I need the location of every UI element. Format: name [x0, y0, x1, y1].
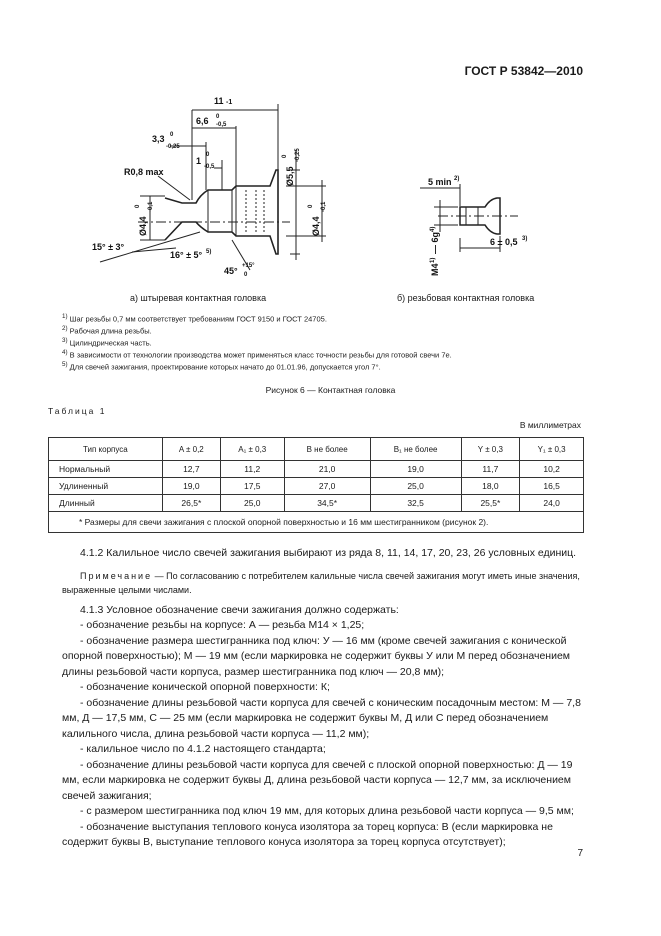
dia-head-tol-dn: -0,25	[295, 148, 301, 162]
list-item: - обозначение конической опорной поверхности: К;	[80, 681, 330, 693]
dim-short-tol-dn: -0,25	[166, 144, 180, 150]
radius-label: R0,8 max	[124, 167, 164, 177]
dia-right: Ø4,4	[311, 216, 321, 236]
note-text: — По согласованию с потребителем калильные числа свечей зажигания могут иметь иные значения, выраженные целыми числами.	[62, 570, 580, 595]
dia-right-tol-dn: -0,1	[321, 201, 327, 212]
dia-left-tol-up: 0	[135, 204, 141, 208]
table-cell: 25,0	[220, 495, 284, 512]
thread-class: — 6g	[430, 231, 440, 254]
table-cell: 19,0	[370, 461, 461, 478]
table-cell: Длинный	[49, 495, 163, 512]
caption-b: б) резьбовая контактная головка	[397, 293, 535, 303]
dim-6-sup: 3)	[522, 236, 528, 242]
paragraph-4-1-2: 4.1.2 Калильное число свечей зажигания выбирают из ряда 8, 11, 14, 17, 20, 23, 26 условных единиц.	[80, 547, 577, 559]
table-header: B₁ не более	[370, 438, 461, 461]
dia-left: Ø4,4	[138, 216, 148, 236]
thread-sup: 1)	[430, 257, 436, 263]
paragraph-4-1-3: 4.1.3 Условное обозначение свечи зажигания должно содержать:	[80, 603, 399, 616]
dim-5min-sup: 2)	[454, 176, 460, 182]
table-units: В миллиметрах	[519, 420, 581, 430]
table-cell: 18,0	[461, 478, 520, 495]
thread-class-sup: 4)	[430, 226, 436, 232]
dim-mid: 6,6	[196, 116, 209, 126]
dim-small: 1	[196, 156, 202, 166]
table-header: B не более	[284, 438, 370, 461]
table-cell: 17,5	[220, 478, 284, 495]
dim-small-tol-dn: -0,5	[204, 164, 215, 170]
dimensions-table	[48, 437, 584, 533]
dia-head: Ø5,5	[285, 166, 295, 186]
list-item: - обозначение размера шестигранника под ключ: У — 16 мм (кроме свечей зажигания с конической опорной поверхностью); М — 19 мм (если маркировка не содержит буквы У или М перед обозначением длины резьбовой части корпуса, размер шестигранника под ключ — 20,8 мм);	[62, 634, 571, 678]
footnote-4: $^{4)}$ В зависимости от технологии производства может применяться класс точности резьбы для готовой свечи 7е.	[62, 349, 452, 360]
table-cell: 34,5*	[284, 495, 370, 512]
table-row	[49, 461, 584, 478]
dim-mid-tol-up: 0	[216, 114, 220, 120]
dim-short-tol-up: 0	[170, 132, 174, 138]
angle-16: 16° ± 5°	[170, 250, 203, 260]
table-row	[49, 495, 584, 512]
table-cell: 19,0	[162, 478, 220, 495]
figure-title: Рисунок 6 — Контактная головка	[265, 385, 396, 395]
footnote-1: $^{1)}$ Шаг резьбы 0,7 мм соответствует требованиям ГОСТ 9150 и ГОСТ 24705.	[62, 313, 327, 324]
angle-45: 45°	[224, 266, 238, 276]
table-cell: 24,0	[520, 495, 584, 512]
table-cell: 25,5*	[461, 495, 520, 512]
standard-header: ГОСТ Р 53842—2010	[464, 64, 583, 78]
note-paragraph	[62, 569, 582, 597]
table-cell: 11,2	[220, 461, 284, 478]
table-note-row	[49, 512, 584, 533]
drawing-a-body	[138, 170, 290, 254]
list-item: - с размером шестигранника под ключ 19 мм, для которых длина резьбовой части корпуса — 9,5 мм;	[80, 805, 574, 817]
table-cell: 16,5	[520, 478, 584, 495]
table-header: Y ± 0,3	[461, 438, 520, 461]
dim-small-tol-up: 0	[206, 152, 210, 158]
list-item: - калильное число по 4.1.2 настоящего стандарта;	[80, 743, 326, 755]
angle-15: 15° ± 3°	[92, 242, 125, 252]
angle-45-tol-up: +15°	[242, 263, 255, 269]
table-cell: Удлиненный	[49, 478, 163, 495]
dia-left-tol-dn: -0,1	[148, 201, 154, 212]
note-label: Примечание	[80, 570, 153, 581]
table-header: A ± 0,2	[162, 438, 220, 461]
figure-drawings	[0, 0, 661, 300]
table-header-row	[49, 438, 584, 461]
table-cell: 11,7	[461, 461, 520, 478]
list-item: - обозначение резьбы на корпусе: А — резьба М14 × 1,25;	[80, 619, 365, 631]
table-cell: 12,7	[162, 461, 220, 478]
table-cell: 27,0	[284, 478, 370, 495]
dia-right-tol-up: 0	[308, 204, 314, 208]
list-item: - обозначение длины резьбовой части корпуса для свечей с плоской опорной поверхностью: Д — 19 мм, если маркировка не содержит буквы Д, длина резьбовой части корпуса — 12,7 мм, за исключением свечей зажигания;	[62, 758, 573, 802]
page-number: 7	[577, 848, 583, 859]
list-item: - обозначение выступания теплового конуса изолятора за торец корпуса: В (если маркировка не содержит буквы В, выступание теплового конуса изолятора за торец корпуса отсутствует);	[62, 820, 553, 848]
table-cell: Нормальный	[49, 461, 163, 478]
table-header: Y₁ ± 0,3	[520, 438, 584, 461]
dim-5min: 5 min	[428, 177, 452, 187]
dim-overall-tol: -1	[226, 99, 233, 106]
thread-label: M4	[430, 263, 440, 276]
footnote-2: $^{2)}$ Рабочая длина резьбы.	[62, 325, 152, 336]
angle-16-sup: 5)	[206, 249, 212, 255]
dim-short: 3,3	[152, 134, 165, 144]
table-cell: 26,5*	[162, 495, 220, 512]
table-header: A₁ ± 0,3	[220, 438, 284, 461]
dim-6: 6 ± 0,5	[490, 237, 518, 247]
dim-mid-tol-dn: -0,5	[216, 122, 227, 128]
table-header: Тип корпуса	[49, 438, 163, 461]
angle-45-tol-dn: 0	[244, 272, 248, 278]
table-note: * Размеры для свечи зажигания с плоской опорной поверхностью и 16 мм шестигранником (рисунок 2).	[49, 512, 584, 533]
table-cell: 21,0	[284, 461, 370, 478]
table-cell: 25,0	[370, 478, 461, 495]
dia-head-tol-up: 0	[282, 154, 288, 158]
body-text	[62, 546, 582, 851]
table-label: Таблица 1	[48, 406, 107, 416]
table-cell: 32,5	[370, 495, 461, 512]
dim-overall: 11	[214, 96, 224, 106]
list-item: - обозначение длины резьбовой части корпуса для свечей с коническим посадочным местом: М — 7,8 мм, Д — 17,5 мм, С — 25 мм (если маркировка не содержит буквы М, Д или С перед обозначением калильного числа, длина резьбовой части корпуса — 11,2 мм);	[62, 696, 581, 740]
caption-a: а) штыревая контактная головка	[130, 293, 267, 303]
footnote-3: $^{3)}$ Цилиндрическая часть.	[62, 337, 152, 348]
table-cell: 10,2	[520, 461, 584, 478]
table-row	[49, 478, 584, 495]
drawing-b-body	[438, 198, 518, 234]
footnote-5: $^{5)}$ Для свечей зажигания, проектирование которых начато до 01.01.96, допускается угол 7°.	[62, 361, 381, 372]
